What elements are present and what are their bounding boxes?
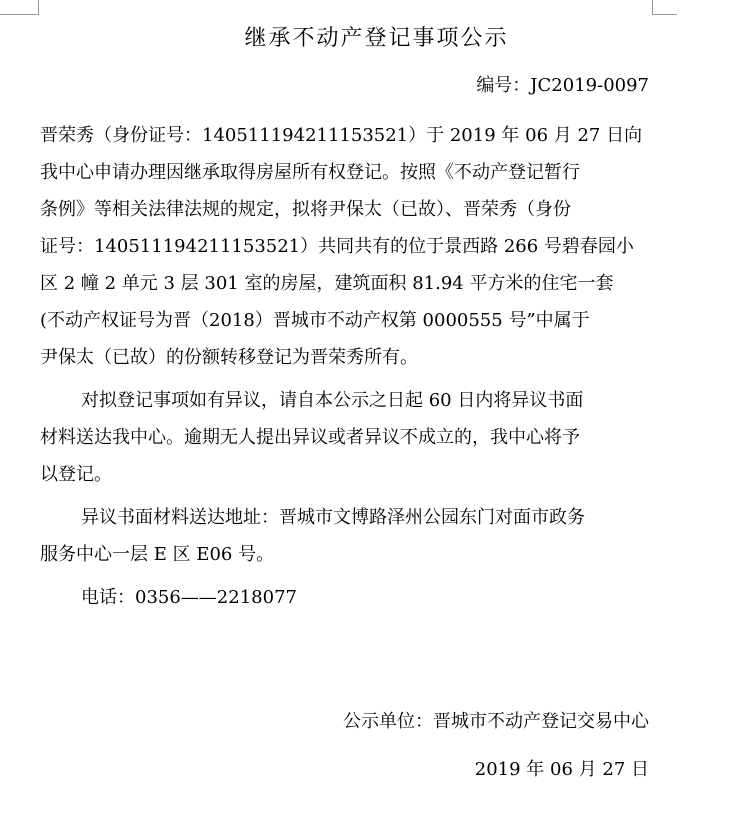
- notice-body: [40, 117, 652, 616]
- paragraph-line: 异议书面材料送达地址：晋城市文博路泽州公园东门对面市政务: [81, 507, 585, 528]
- paragraph-application: [40, 117, 652, 376]
- notice-date: 2019 年 06 月 27 日: [474, 759, 649, 780]
- paragraph-line: 我中心申请办理因继承取得房屋所有权登记。按照《不动产登记暂行: [40, 162, 580, 183]
- page-corner-mark-left: [0, 0, 39, 15]
- paragraph-line: 以登记。: [40, 464, 112, 485]
- paragraph-line: 服务中心一层 E 区 E06 号。: [40, 544, 275, 565]
- publisher-signature: 公示单位：晋城市不动产登记交易中心: [343, 711, 649, 732]
- paragraph-address: [40, 499, 652, 573]
- paragraph-line: 晋荣秀（身份证号：140511194211153521）于 2019 年 06 月 27 日向: [40, 125, 643, 146]
- paragraph-objection: [40, 382, 652, 493]
- paragraph-line: 条例》等相关法律法规的规定，拟将尹保太（已故）、晋荣秀（身份: [40, 199, 571, 220]
- notice-number: 编号：JC2019-0097: [476, 75, 649, 96]
- paragraph-line: 尹保太（已故）的份额转移登记为晋荣秀所有。: [40, 347, 418, 368]
- page-corner-mark-right: [652, 0, 677, 15]
- paragraph-line: 材料送达我中心。逾期无人提出异议或者异议不成立的，我中心将予: [40, 427, 580, 448]
- paragraph-line: 对拟登记事项如有异议，请自本公示之日起 60 日内将异议书面: [81, 390, 584, 411]
- paragraph-line: 区 2 幢 2 单元 3 层 301 室的房屋，建筑面积 81.94 平方米的住宅一套: [40, 273, 614, 294]
- notice-title: 继承不动产登记事项公示: [244, 26, 509, 51]
- paragraph-line: 证号：140511194211153521）共同共有的位于景西路 266 号碧春园小: [40, 236, 634, 257]
- paragraph-line: (不动产权证号为晋（2018）晋城市不动产权第 0000555 号”中属于: [40, 310, 590, 331]
- phone-line: 电话：0356——2218077: [81, 587, 297, 608]
